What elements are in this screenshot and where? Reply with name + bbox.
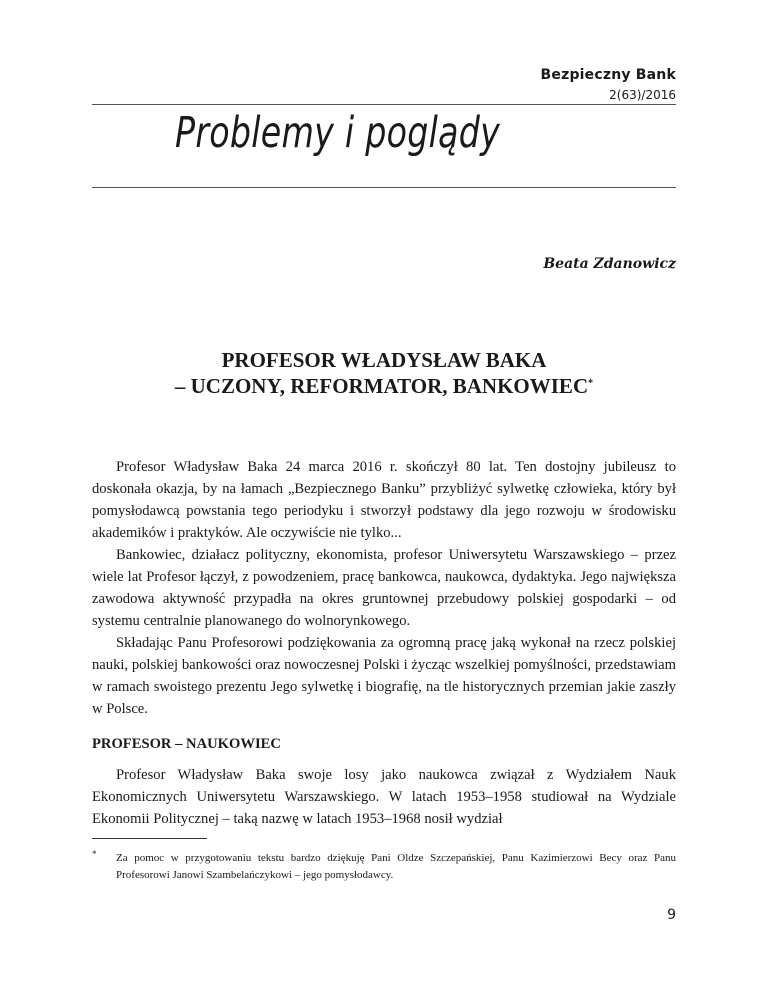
page-number: 9 xyxy=(667,907,676,923)
paragraph: Profesor Władysław Baka 24 marca 2016 r. skończył 80 lat. Ten dostojny jubileusz to doskonała okazja, by na łamach „Bezpiecznego Banku” przybliżyć sylwetkę człowieka, który był pomysłodawcą powstania tego periodyku i stworzył podstawy dla jego rozwoju w środowisku akademików i praktyków. Ale oczywiście nie tylko... xyxy=(92,459,676,541)
article-body-continued xyxy=(92,764,676,830)
article-title-line-2 xyxy=(92,373,676,399)
subheading: PROFESOR – NAUKOWIEC xyxy=(92,736,281,752)
paragraph: Bankowiec, działacz polityczny, ekonomista, profesor Uniwersytetu Warszawskiego – przez wiele lat Profesor łączył, z powodzeniem, pracę bankowca, naukowca, dydaktyka. Jego największa zawodowa aktywność przypadła na okres gruntownej przebudowy polskiej gospodarki – od systemu centralnie planowanego do wolnorynkowego. xyxy=(92,547,676,629)
paragraph: Składając Panu Profesorowi podziękowania za ogromną pracę jaką wykonał na rzecz polskiej nauki, polskiej bankowości oraz nowoczesnej Polski i życząc wszelkiej pomyślności, przedstawiam w ramach swoistego prezentu Jego sylwetkę i biografię, na tle historycznych przemian jakie zaszły w Polsce. xyxy=(92,635,676,717)
article-title-line-1: PROFESOR WŁADYSŁAW BAKA xyxy=(221,348,547,372)
article-body xyxy=(92,456,676,720)
journal-issue: 2(63)/2016 xyxy=(609,88,676,102)
header-rule xyxy=(92,104,676,105)
footnote-mark: * xyxy=(92,849,97,859)
section-rule xyxy=(92,187,676,188)
footnote-rule xyxy=(92,838,207,839)
article-title-line-2-text: – UCZONY, REFORMATOR, BANKOWIEC xyxy=(174,374,589,398)
section-title: Problemy i poglądy xyxy=(175,108,501,158)
article-title xyxy=(92,347,676,399)
paragraph: Profesor Władysław Baka swoje losy jako naukowca związał z Wydziałem Nauk Ekonomicznych Uniwersytetu Warszawskiego. W latach 1953–1958 studiował na Wydziale Ekonomii Politycznej – taką nazwę w latach 1953–1968 nosił wydział xyxy=(92,767,676,827)
footnote xyxy=(92,850,676,884)
footnote-text: Za pomoc w przygotowaniu tekstu bardzo dziękuję Pani Oldze Szczepańskiej, Panu Kazimierzowi Becy oraz Panu Profesorowi Janowi Szambelańczykowi – jego pomysłodawcy. xyxy=(116,852,676,881)
journal-name: Bezpieczny Bank xyxy=(540,67,676,83)
author-name: Beata Zdanowicz xyxy=(543,256,676,272)
title-footnote-mark[interactable]: * xyxy=(588,378,594,389)
